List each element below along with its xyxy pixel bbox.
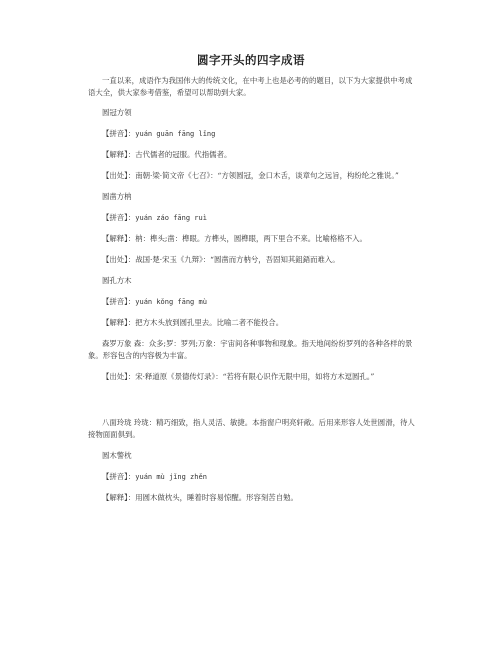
entry-meaning: 【解释】：古代儒者的冠服。代指儒者。 — [102, 150, 232, 159]
entry-meaning: 【解释】：用圆木做枕头，睡着时容易惊醒。形容刻苦自勉。 — [102, 493, 298, 502]
entry-pinyin: 【拼音】：yuán záo fāng ruì — [102, 213, 207, 222]
entry-pinyin: 【拼音】：yuán guān fāng lǐng — [102, 129, 216, 138]
entry-heading: 圆凿方枘 — [102, 192, 132, 201]
entry-pinyin: 【拼音】：yuán mù jǐng zhěn — [102, 472, 207, 481]
intro-paragraph: 一直以来，成语作为我国伟大的传统文化，在中考上也是必考的的题目，以下为大家提供中考成语大全，供大家参考借鉴，希望可以帮助到大家。 — [88, 76, 413, 97]
related-idiom-paragraph: 八面玲珑 玲珑：精巧细致，指人灵活、敏捷。本指窗户明亮轩敞。后用来形容人处世圆滑，待人接物面面俱到。 — [88, 418, 415, 439]
entry-pinyin: 【拼音】：yuán kǒng fāng mù — [102, 297, 207, 306]
entry-meaning: 【解释】：把方木头放到圆孔里去。比喻二者不能投合。 — [102, 318, 284, 327]
entry-meaning: 【解释】：枘：榫头;凿：榫眼。方榫头，圆榫眼，两下里合不来。比喻格格不入。 — [102, 234, 367, 243]
entry-source: 【出处】：南朝·梁·简文帝《七召》：“方领圆冠，金口木舌，谈章句之远旨，构纷纶之雅说。” — [102, 171, 399, 180]
document-body — [88, 75, 416, 513]
entry-source: 【出处】：战国·楚·宋玉《九辩》：“圆凿而方枘兮，吾固知其鉏鋙而难入。 — [102, 255, 340, 264]
entry-heading: 圆木警枕 — [102, 451, 132, 460]
entry-source: 【出处】：宋·释道原《景德传灯录》：“若将有限心识作无限中用，如将方木逗圆孔。” — [102, 372, 375, 381]
related-idiom-paragraph: 森罗万象 森：众多;罗：罗列;万象：宇宙间各种事物和现象。指天地间纷纷罗列的各种各样的景象。形容包含的内容极为丰富。 — [88, 339, 413, 360]
page-title: 圆字开头的四字成语 — [197, 53, 305, 67]
entry-heading: 圆孔方木 — [102, 276, 132, 285]
entry-heading: 圆冠方领 — [102, 108, 132, 117]
